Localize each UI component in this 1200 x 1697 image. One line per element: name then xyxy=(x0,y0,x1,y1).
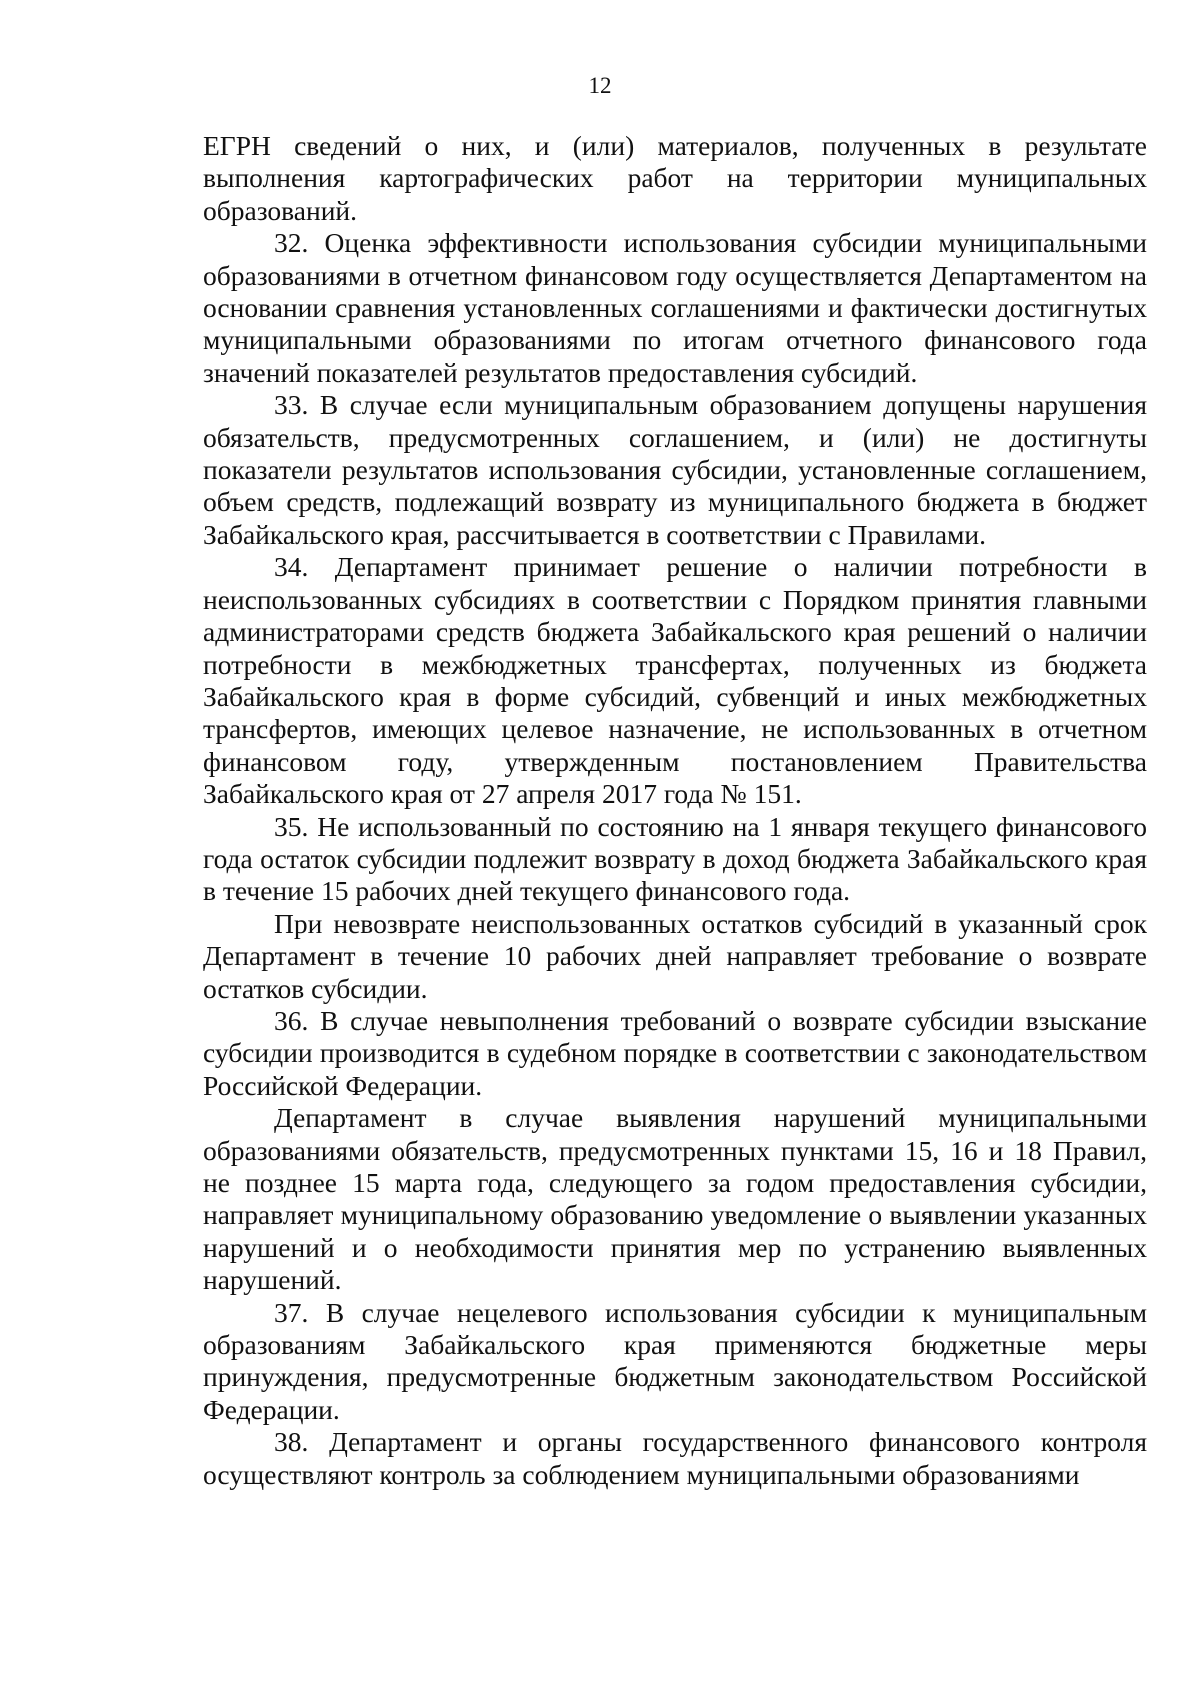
document-body xyxy=(203,130,1147,1491)
paragraph-36-violations: Департамент в случае выявления нарушений муниципальными образованиями обязательств, предусмотренных пунктами 15, 16 и 18 Правил, не позднее 15 марта года, следующего за годом предоставления субсидии, направляет муниципальному образованию уведомление о выявлении указанных нарушений и о необходимости принятия мер по устранению выявленных нарушений. xyxy=(203,1102,1147,1296)
paragraph-continuation: ЕГРН сведений о них, и (или) материалов, полученных в результате выполнения картографических работ на территории муниципальных образований. xyxy=(203,130,1147,226)
paragraph-34: 34. Департамент принимает решение о наличии потребности в неиспользованных субсидиях в соответствии с Порядком принятия главными администраторами средств бюджета Забайкальского края решений о наличии потребности в межбюджетных трансфертах, полученных из бюджета Забайкальского края в форме субсидий, субвенций и иных межбюджетных трансфертов, имеющих целевое назначение, не использованных в отчетном финансовом году, утвержденным постановлением Правительства Забайкальского края от 27 апреля 2017 года № 151. xyxy=(203,551,1147,810)
paragraph-35-return-demand: При невозврате неиспользованных остатков субсидий в указанный срок Департамент в течение 10 рабочих дней направляет требование о возврате остатков субсидии. xyxy=(203,907,1147,1004)
paragraph-32: 32. Оценка эффективности использования субсидии муниципальными образованиями в отчетном финансовом году осуществляется Департаментом на основании сравнения установленных соглашениями и фактически достигнутых муниципальными образованиями по итогам отчетного финансового года значений показателей результатов предоставления субсидий. xyxy=(203,227,1147,388)
paragraph-38: 38. Департамент и органы государственного финансового контроля осуществляют контроль за соблюдением муниципальными образованиями xyxy=(203,1426,1147,1490)
paragraph-37: 37. В случае нецелевого использования субсидии к муниципальным образованиям Забайкальского края применяются бюджетные меры принуждения, предусмотренные бюджетным законодательством Российской Федерации. xyxy=(203,1296,1147,1425)
page-number: 12 xyxy=(588,73,612,98)
paragraph-33: 33. В случае если муниципальным образованием допущены нарушения обязательств, предусмотренных соглашением, и (или) не достигнуты показатели результатов использования субсидии, установленные соглашением, объем средств, подлежащий возврату из муниципального бюджета в бюджет Забайкальского края, рассчитывается в соответствии с Правилами. xyxy=(203,389,1147,550)
paragraph-35: 35. Не использованный по состоянию на 1 января текущего финансового года остаток субсидии подлежит возврату в доход бюджета Забайкальского края в течение 15 рабочих дней текущего финансового года. xyxy=(203,810,1147,907)
paragraph-36: 36. В случае невыполнения требований о возврате субсидии взыскание субсидии производится в судебном порядке в соответствии с законодательством Российской Федерации. xyxy=(203,1004,1147,1101)
